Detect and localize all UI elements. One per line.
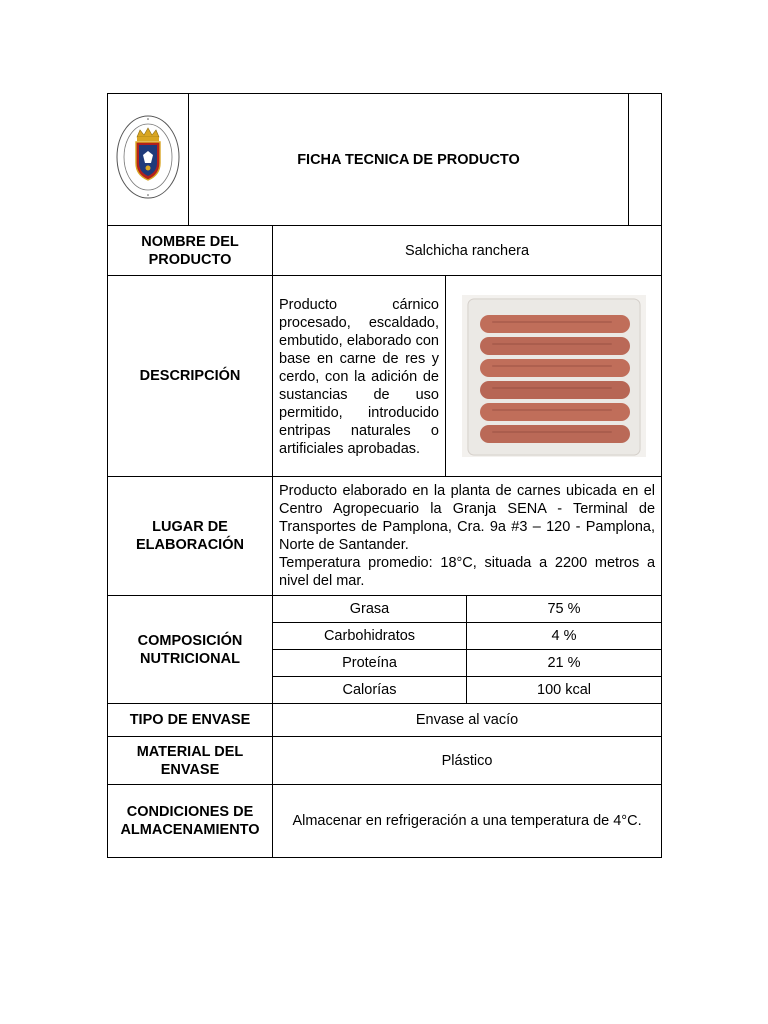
nutrient-value: 75 % (467, 596, 662, 623)
composicion-label: COMPOSICIÓN NUTRICIONAL (108, 596, 273, 704)
header-empty-cell (629, 94, 662, 225)
nombre-label: NOMBRE DEL PRODUCTO (108, 226, 273, 276)
product-photo (445, 276, 661, 476)
descripcion-value: Producto cárnico procesado, escaldado, embutido, elaborado con base en carne de res y cerdo, con la adición de sustancias de uso permitido, introducido entripas naturales o artificiales aprobadas. (279, 297, 439, 457)
nutrient-name: Carbohidratos (273, 623, 467, 650)
lugar-value: Producto elaborado en la planta de carnes ubicada en el Centro Agropecuario la Granja SENA - Terminal de Transportes de Pamplona, Cra. 9a #3 – 120 - Pamplona, Norte de Santander. (279, 483, 656, 553)
sausage-package-image (462, 295, 646, 457)
document-title: FICHA TECNICA DE PRODUCTO (297, 151, 520, 168)
row-nombre (108, 226, 662, 276)
lugar-value-2: Temperatura promedio: 18°C, situada a 2200 metros a nivel del mar. (279, 555, 656, 589)
nutrient-name: Proteína (273, 650, 467, 677)
envase-label: TIPO DE ENVASE (108, 704, 273, 737)
almacenamiento-value: Almacenar en refrigeración a una temperatura de 4°C. (273, 785, 662, 858)
envase-value: Envase al vacío (273, 704, 662, 737)
row-descripcion (108, 276, 662, 477)
row-material (108, 737, 662, 785)
row-envase (108, 704, 662, 737)
almacenamiento-label: CONDICIONES DE ALMACENAMIENTO (108, 785, 273, 858)
row-grasa (108, 596, 662, 623)
descripcion-label: DESCRIPCIÓN (108, 276, 273, 477)
nutrient-value: 4 % (467, 623, 662, 650)
nutrient-value: 100 kcal (467, 677, 662, 704)
header-row (108, 94, 662, 226)
row-almacenamiento (108, 785, 662, 858)
nutrient-name: Calorías (273, 677, 467, 704)
material-label: MATERIAL DEL ENVASE (108, 737, 273, 785)
nombre-value: Salchicha ranchera (273, 226, 662, 276)
university-seal-icon (115, 113, 181, 201)
lugar-label: LUGAR DE ELABORACIÓN (108, 477, 273, 596)
nutrient-name: Grasa (273, 596, 467, 623)
spec-table (107, 93, 662, 858)
logo-cell (108, 94, 189, 225)
row-lugar (108, 477, 662, 596)
material-value: Plástico (273, 737, 662, 785)
product-sheet (107, 93, 661, 858)
lugar-cell (273, 477, 662, 596)
nutrient-value: 21 % (467, 650, 662, 677)
